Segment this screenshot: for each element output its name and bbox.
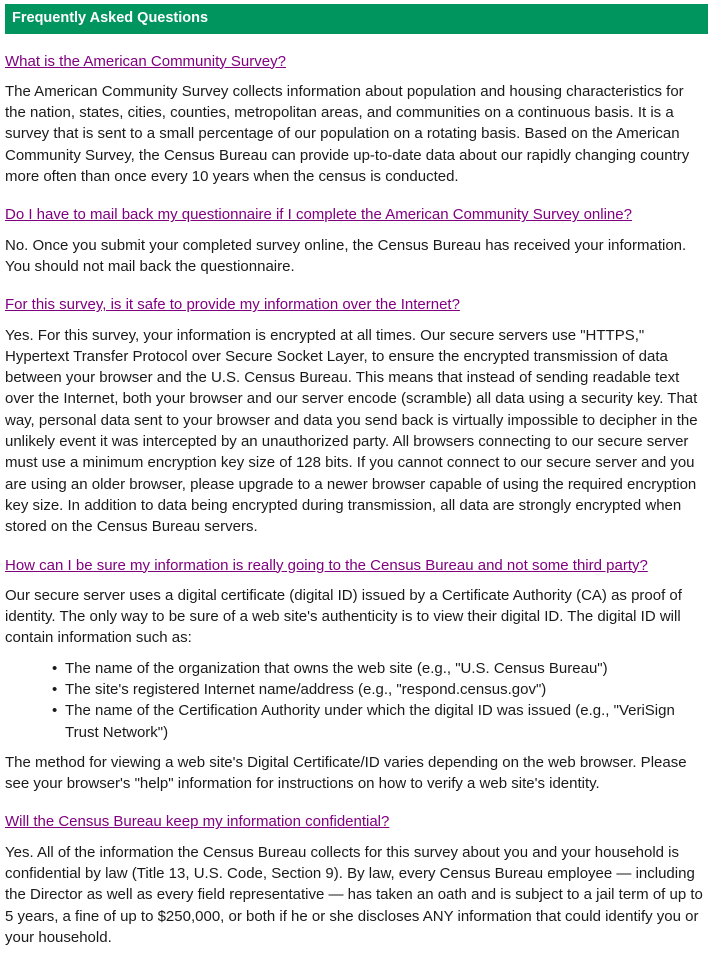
page-header [5,4,708,34]
faq-question-link-mail-back[interactable]: Do I have to mail back my questionnaire if I complete the American Community Survey online? [5,206,632,224]
faq-item [5,204,708,277]
page-title: Frequently Asked Questions [12,10,209,26]
list-item: • The site's registered Internet name/address (e.g., "respond.census.gov") [65,679,708,700]
faq-answer: No. Once you submit your completed survey online, the Census Bureau has received your information. You should not mail back the questionnaire. [5,236,687,275]
list-item: • The name of the Certification Authority under which the digital ID was issued (e.g., "VeriSign Trust Network") [65,700,708,743]
faq-question-link-third-party[interactable]: How can I be sure my information is really going to the Census Bureau and not some third party? [5,556,648,574]
faq-item [5,811,708,948]
faq-item [5,51,708,188]
faq-question-link-confidential[interactable]: Will the Census Bureau keep my information confidential? [5,813,390,831]
faq-item [5,555,708,795]
faq-answer: Yes. For this survey, your information is encrypted at all times. Our secure servers use "HTTPS," Hypertext Transfer Protocol over Secure Socket Layer, to ensure the encrypted transmission of data between your browser and the U.S. Census Bureau. This means that instead of sending readable text over the Internet, both your browser and our server encode (scramble) all data using a security key. That way, personal data sent to your browser and data you send back is virtually impossible to decipher in the unlikely event it was intercepted by an unauthorized party. All browsers connecting to our secure server must use a minimum encryption key size of 128 bits. If you cannot connect to our secure server and you are using an older browser, please upgrade to a newer browser capable of using the required encryption key size. In addition to data being encrypted during transmission, all data are strongly encrypted when stored on the Census Bureau servers. [5,326,698,536]
faq-question-link-internet-safety[interactable]: For this survey, is it safe to provide my information over the Internet? [5,296,460,314]
faq-answer: Yes. All of the information the Census Bureau collects for this survey about you and your household is confidential by law (Title 13, U.S. Code, Section 9). By law, every Census Bureau employee — including the Director as well as every field representative — has taken an oath and is subject to a jail term of up to 5 years, a fine of up to $250,000, or both if he or she discloses ANY information that could identify you or your household. [5,843,703,946]
faq-item [5,294,708,537]
faq-answer: The American Community Survey collects information about population and housing characteristics for the nation, states, cities, counties, metropolitan areas, and communities on a continuous basis. It is a survey that is sent to a small percentage of our population on a rotating basis. Based on the American Community Survey, the Census Bureau can provide up-to-date data about our rapidly changing country more often than once every 10 years when the census is conducted. [5,82,690,186]
faq-question-link-what-is-acs[interactable]: What is the American Community Survey? [5,52,286,70]
list-item: • The name of the organization that owns the web site (e.g., "U.S. Census Bureau") [65,658,708,679]
faq-answer-intro: Our secure server uses a digital certificate (digital ID) issued by a Certificate Authority (CA) as proof of identity. The only way to be sure of a web site's authenticity is to view their digital ID. The digital ID will contain information such as: [5,586,682,647]
faq-answer-outro: The method for viewing a web site's Digital Certificate/ID varies depending on the web browser. Please see your browser's "help" information for instructions on how to verify a web site's identity. [5,753,687,793]
digital-id-list [5,658,708,743]
